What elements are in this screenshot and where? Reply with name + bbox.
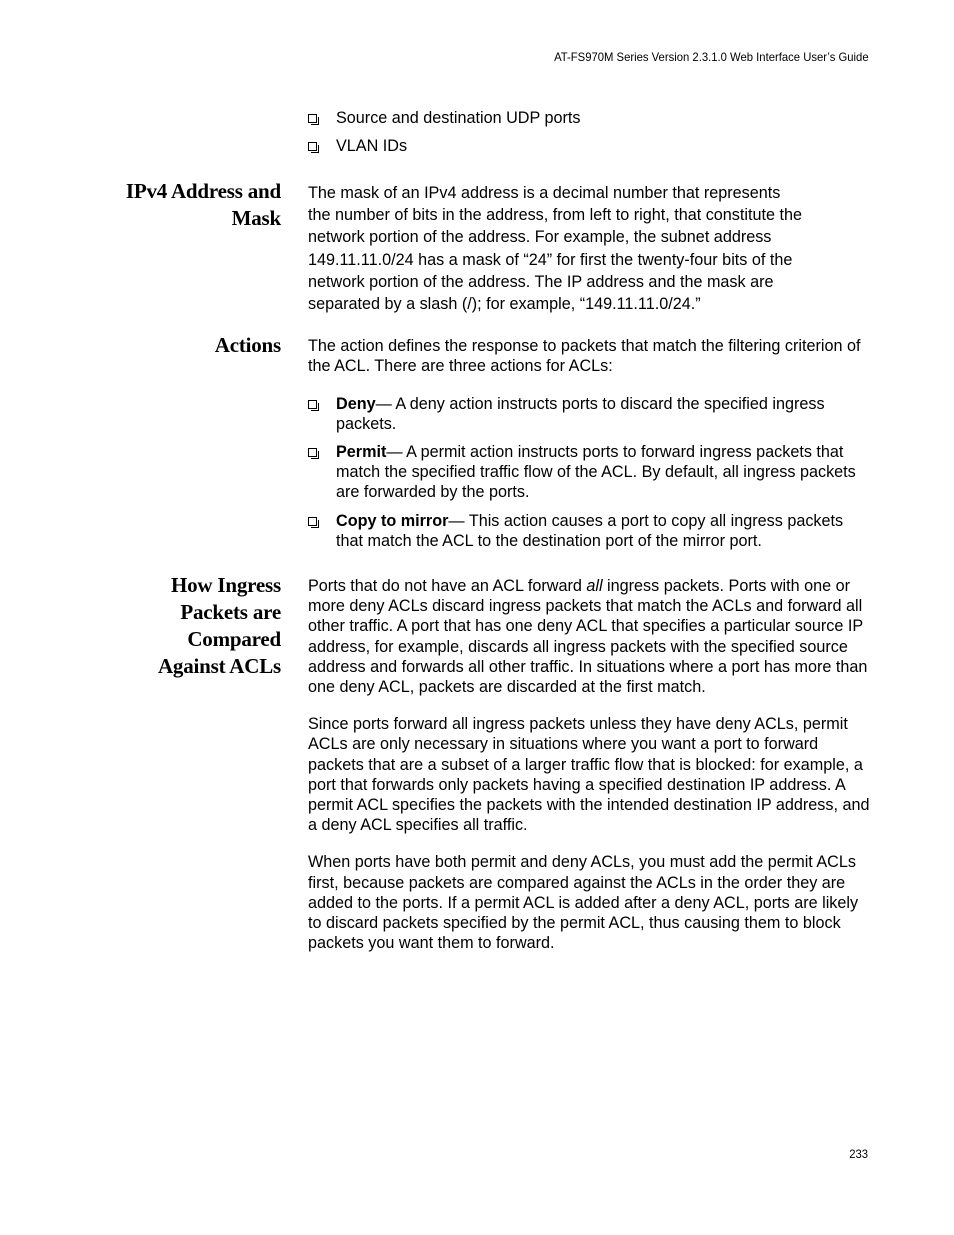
running-header: AT-FS970M Series Version 2.3.1.0 Web Interface User’s Guide <box>554 50 869 64</box>
checkbox-bullet-icon <box>308 517 317 526</box>
section-heading-ipv4: IPv4 Address and Mask <box>125 179 281 230</box>
ingress-paragraph-1: Ports that do not have an ACL forward all ingress packets. Ports with one or more deny ACLs discard ingress packets that match the ACLs and forward all other traffic. A port that has one deny ACL that specifies a particular source IP address, for example, discards all ingress packets with the specified source address and forwards all other traffic. In situations where a port has more than one deny ACL, packets are discarded at the first match. <box>308 577 868 697</box>
section-heading-ingress: How Ingress Packets are Compared Against ACLs <box>157 573 281 678</box>
checkbox-bullet-icon <box>308 400 317 409</box>
checkbox-bullet-icon <box>308 448 317 457</box>
page-number: 233 <box>849 1147 868 1161</box>
checkbox-bullet-icon <box>308 142 317 151</box>
actions-list <box>308 394 874 552</box>
list-item: VLAN IDs <box>308 136 874 156</box>
section-heading-actions: Actions <box>214 333 281 357</box>
list-item: Copy to mirror— This action causes a port to copy all ingress packets that match the ACL to the destination port of the mirror port. <box>308 511 874 551</box>
list-item: Permit— A permit action instructs ports to forward ingress packets that match the specified traffic flow of the ACL. By default, all ingress packets are forwarded by the ports. <box>308 442 874 503</box>
list-item: Deny— A deny action instructs ports to discard the specified ingress packets. <box>308 394 874 434</box>
ingress-paragraph-3: When ports have both permit and deny ACLs, you must add the permit ACLs first, because packets are compared against the ACLs in the order they are added to the ports. If a permit ACL is added after a deny ACL, ports are likely to discard packets specified by the permit ACL, thus causing them to block packets you want them to forward. <box>308 853 859 953</box>
top-bullet-list <box>308 108 874 156</box>
checkbox-bullet-icon <box>308 114 317 123</box>
actions-intro: The action defines the response to packets that match the filtering criterion of the ACL. There are three actions for ACLs: <box>308 337 861 376</box>
ingress-body <box>308 576 874 953</box>
ingress-paragraph-2: Since ports forward all ingress packets unless they have deny ACLs, permit ACLs are only necessary in situations where you want a port to forward packets that are a subset of a larger traffic flow that is blocked: for example, a port that forwards only packets having a specified destination IP address. A permit ACL specifies the packets with the intended destination IP address, and a deny ACL specifies all traffic. <box>308 715 870 835</box>
list-item: Source and destination UDP ports <box>308 108 874 128</box>
ipv4-paragraph: The mask of an IPv4 address is a decimal number that represents the number of bits in the address, from left to right, that constitute the network portion of the address. For example, the subnet address 149.11.11.0/24 has a mask of “24” for first the twenty-four bits of the network portion of the address. The IP address and the mask are separated by a slash (/); for example, “149.11.11.0/24.” <box>308 184 802 314</box>
